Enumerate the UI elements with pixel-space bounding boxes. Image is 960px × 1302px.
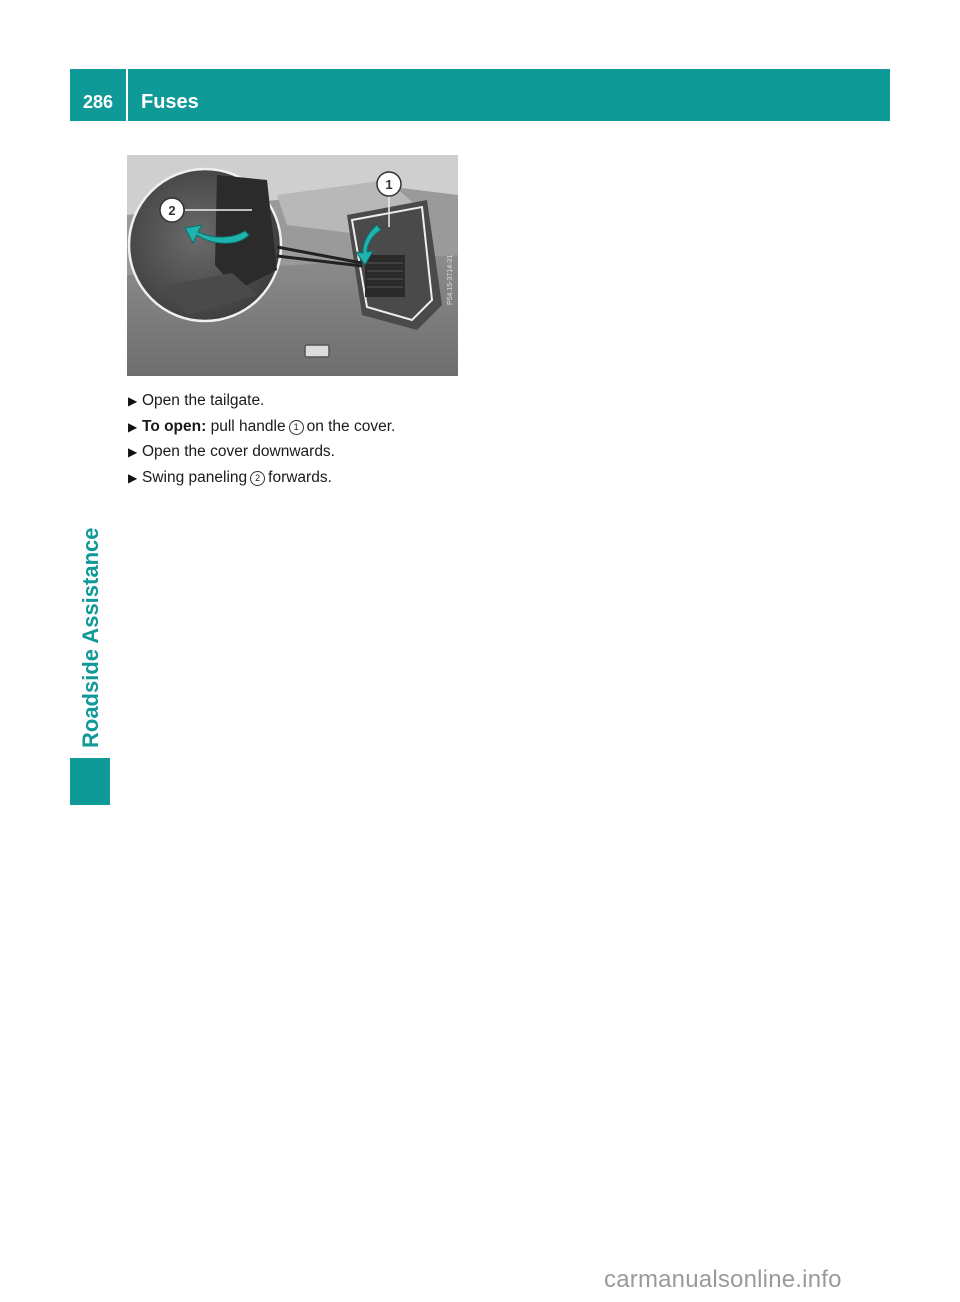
step-arrow-icon: ▶ (128, 419, 138, 434)
callout-1-label: 1 (385, 177, 393, 192)
ref-number-2: 2 (250, 471, 265, 486)
step-arrow-icon: ▶ (128, 470, 138, 485)
ref-number-1: 1 (289, 420, 304, 435)
instruction-list (128, 388, 395, 490)
list-item: ▶ Open the tailgate. (128, 388, 395, 414)
side-tab-label: Roadside Assistance (78, 527, 103, 748)
step-arrow-icon: ▶ (128, 394, 138, 408)
header-divider (126, 69, 128, 121)
section-title: Fuses (141, 91, 199, 113)
list-item: ▶ To open: pull handle 1 on the cover. (128, 414, 395, 440)
step-keyword: To open: (142, 417, 207, 435)
list-item: ▶ Swing paneling 2 forwards. (128, 465, 395, 491)
trunk-illustration (127, 155, 458, 376)
step-arrow-icon: ▶ (128, 445, 138, 459)
callout-2-label: 2 (168, 203, 176, 218)
watermark: carmanualsonline.info (604, 1266, 842, 1293)
list-item: ▶ Open the cover downwards. (128, 439, 395, 465)
side-tab-block (70, 758, 110, 805)
svg-text:P54.15-3714-31: P54.15-3714-31 (447, 254, 454, 305)
page-number: 286 (82, 92, 114, 112)
image-code (447, 255, 454, 305)
